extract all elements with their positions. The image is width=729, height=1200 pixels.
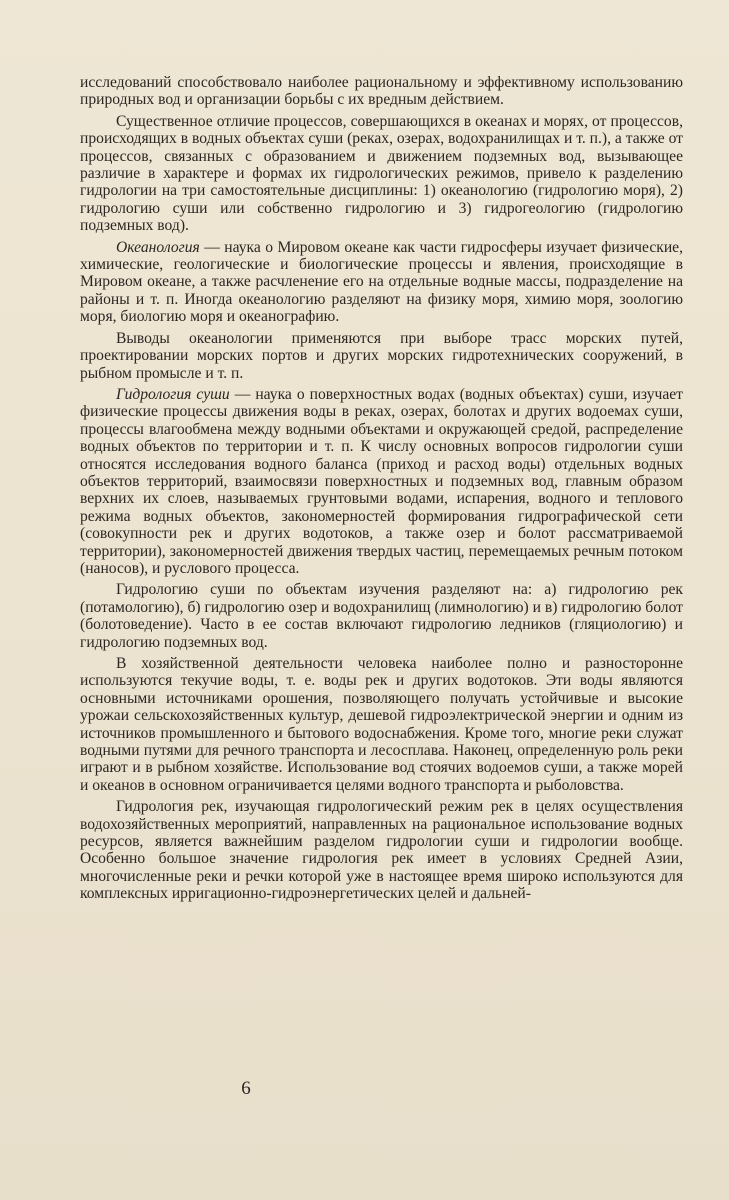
paragraph bbox=[80, 113, 683, 235]
paragraph-text: Существенное отличие процессов, совершающихся в океанах и морях, от процессов, происходящих в водных объектах суши (реках, озерах, водохранилищах и т. п.), а также от процессов, связанных с образованием и движением подземных вод, вызывающее различие в характере и формах их гидрологических режимов, привело к разделению гидрологии на три самостоятельные дисциплины: 1) океанологию (гидрологию моря), 2) гидрологию суши или собственно гидрологию и 3) гидрогеологию (гидрологию подземных вод). bbox=[80, 112, 683, 235]
paragraph bbox=[80, 74, 683, 109]
paragraph-text: Гидрологию суши по объектам изучения разделяют на: а) гидрологию рек (потамологию), б) гидрологию озер и водохранилищ (лимнологию) и в) гидрологию болот (болотоведение). Часто в ее состав включают гидрологию ледников (гляциологию) и гидрологию подземных вод. bbox=[80, 581, 683, 651]
term-land-hydrology: Гидрология суши bbox=[116, 385, 230, 403]
paragraph bbox=[80, 330, 683, 382]
paragraph-text: Гидрология рек, изучающая гидрологический режим рек в целях осуществления водохозяйственных мероприятий, направленных на рациональное использование водных ресурсов, является важнейшим разделом гидрологии суши и гидрологии вообще. Особенно большое значение гидрология рек имеет в условиях Средней Азии, многочисленные реки и речки которой уже в настоящее время широко используются для комплексных ирригационно-гидроэнергетических целей и дальней- bbox=[80, 798, 683, 903]
paragraph bbox=[80, 239, 683, 326]
term-oceanology: Океанология bbox=[116, 238, 200, 256]
paragraph-text: исследований способствовало наиболее рациональному и эффективному использованию природных вод и организации борьбы с их вредным действием. bbox=[80, 74, 683, 109]
paragraph bbox=[80, 386, 683, 577]
body-text bbox=[80, 74, 683, 907]
paragraph bbox=[80, 798, 683, 902]
paragraph-text: Выводы океанологии применяются при выборе трасс морских путей, проектировании морских портов и других морских гидротехнических сооружений, в рыбном промысле и т. п. bbox=[80, 329, 683, 382]
page-number: 6 bbox=[241, 1078, 251, 1099]
paragraph bbox=[80, 581, 683, 651]
paragraph-text: В хозяйственной деятельности человека наиболее полно и разносторонне используются текучие воды, т. е. воды рек и других водотоков. Эти воды являются основными источниками орошения, позволяющего получать устойчивые и высокие урожаи сельскохозяйственных культур, дешевой гидроэлектрической энергии и одним из источников промышленного и бытового водоснабжения. Кроме того, многие реки служат водными путями для речного транспорта и лесосплава. Наконец, определенную роль реки играют и в рыбном хозяйстве. Использование вод стоячих водоемов суши, а также морей и океанов в основном ограничивается целями водного транспорта и рыболовства. bbox=[80, 655, 683, 794]
paragraph-text: — наука о поверхностных водах (водных объектах) суши, изучает физические процессы движения воды в реках, озерах, болотах и других водоемах суши, процессы влагообмена между водными объектами и окружающей средой, распределение водных объектов по территории и т. п. К числу основных вопросов гидрологии суши относятся исследования водного баланса (приход и расход воды) отдельных водных объектов территорий, взаимосвязи поверхностных и подземных вод, главным образом верхних их слоев, называемых грунтовыми водами, испарения, водного и теплового режима водных объектов, закономерностей формирования гидрографической сети (совокупности рек и других водотоков, а также озер и болот рассматриваемой территории), закономерностей движения твердых частиц, перемещаемых речным потоком (наносов), и руслового процесса. bbox=[80, 385, 683, 577]
paragraph bbox=[80, 655, 683, 794]
paragraph-text: — наука о Мировом океане как части гидросферы изучает физические, химические, геологические и биологические процессы и явления, происходящие в Мировом океане, а также расчленение его на отдельные водные массы, подразделение на районы и т. п. Иногда океанологию разделяют на физику моря, химию моря, зоологию моря, биологию моря и океанографию. bbox=[80, 238, 683, 326]
